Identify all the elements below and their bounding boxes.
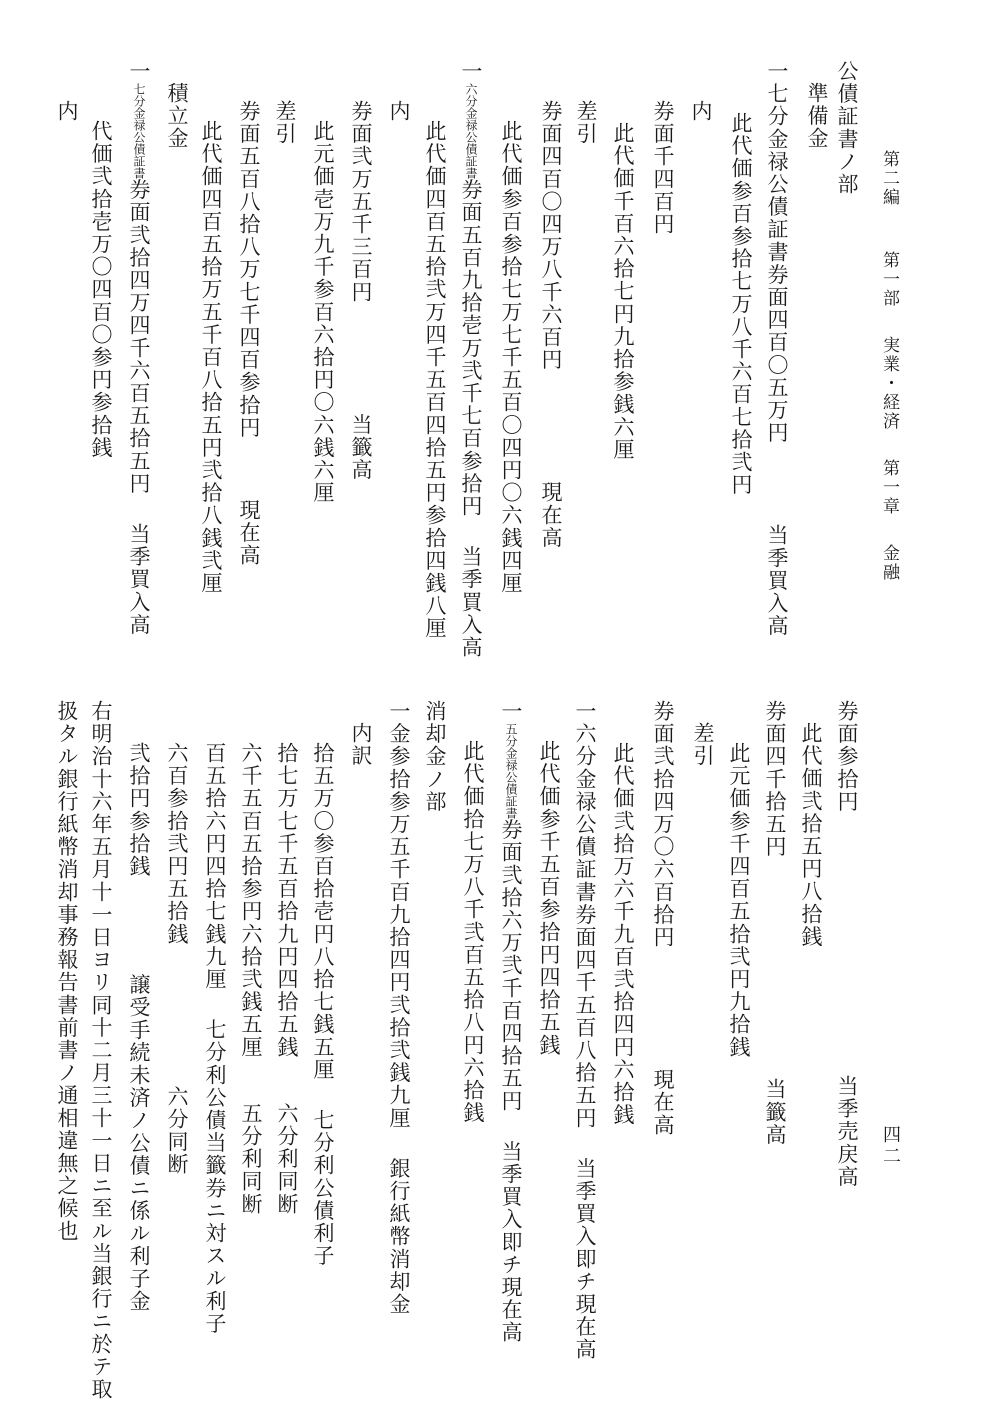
text-line: 此代価四百五拾弐万四千五百四拾五円参拾四銭八厘	[423, 120, 447, 640]
text-line: 此代価参百参拾七万七千五百〇四円〇六銭四厘	[499, 120, 523, 595]
text-line: 此代価四百五拾万五千百八拾五円弐拾八銭弐厘	[199, 120, 223, 595]
section-title: 消却金ノ部	[423, 700, 447, 813]
header-chapter: 第一章	[879, 459, 899, 516]
stacked-label: 六分金禄公債証書	[464, 82, 478, 179]
text-line: 六百参拾弐円五拾銭六分同断	[165, 742, 189, 1176]
text-line: 扱タル銀行紙幣消却事務報告書前書ノ通相違無之候也	[55, 700, 79, 1243]
text-line: 差引	[691, 722, 715, 768]
text-line: 此代価弐拾万六千九百弐拾四円六拾銭	[611, 742, 635, 1127]
text-line: 内	[387, 100, 411, 123]
header-part: 第二編	[879, 150, 899, 207]
text-line: 内訳	[349, 722, 373, 768]
running-header	[880, 150, 897, 582]
text-line: 券面弐拾四万〇六百拾円現在高	[651, 700, 675, 1137]
text-line: 券面参拾円当季売戻高	[835, 700, 859, 1188]
text-line: 一七分金禄公債証書券面四百〇五万円当季買入高	[765, 60, 789, 638]
text-line: 差引	[574, 100, 598, 146]
text-line: 此元価参千四百五拾弐円九拾銭	[727, 742, 751, 1059]
header-section: 第一部	[879, 251, 899, 308]
text-line: 券面四百〇四万八千六百円現在高	[539, 100, 563, 550]
text-line: 此代価拾七万八千弐百五拾八円六拾銭	[461, 740, 485, 1125]
header-category: 実業・経済	[879, 336, 899, 431]
text-line: 拾七万七千五百拾九円四拾五銭六分利同断	[275, 742, 299, 1216]
text-line: 一金参拾参万五千百九拾四円弐拾弐銭九厘銀行紙幣消却金	[387, 700, 411, 1316]
header-subject: 金融	[879, 544, 899, 582]
text-line: 一六分金禄公債証書券面五百九拾壱万弐千七百参拾円当季買入高	[459, 60, 483, 659]
text-line: 百五拾六円四拾七銭九厘七分利公債当籤券ニ対スル利子	[203, 742, 227, 1336]
section-title: 公債証書ノ部	[835, 60, 859, 196]
stacked-label: 七分金禄公債証書	[132, 82, 146, 179]
page-number: 四二	[880, 1125, 901, 1167]
text-line: 券面四千拾五円当籤高	[763, 700, 787, 1147]
text-line: 拾五万〇参百拾壱円八拾七銭五厘七分利公債利子	[311, 742, 335, 1268]
text-line: 券面千四百円	[651, 100, 675, 236]
stacked-label: 五分金禄公債証書	[504, 722, 518, 819]
text-line: 此代価千百六拾七円九拾参銭六厘	[611, 122, 635, 461]
text-line: 準備金	[805, 82, 829, 150]
text-line: 此代価参千五百参拾円四拾五銭	[537, 740, 561, 1057]
text-line: 内	[689, 100, 713, 123]
text-line: 積立金	[165, 82, 189, 150]
text-line: 六千五百五拾参円六拾弐銭五厘五分利同断	[239, 742, 263, 1216]
text-line: 此代価参百参拾七万八千六百七拾弐円	[729, 112, 753, 497]
text-line: 代価弐拾壱万〇四百〇参円参拾銭	[89, 120, 113, 459]
text-line: 右明治十六年五月十一日ヨリ同十二月三十一日ニ至ル当銀行ニ於テ取	[89, 700, 113, 1401]
text-line: 差引	[273, 100, 297, 146]
text-line: 一六分金禄公債証書券面四千五百八拾五円当季買入即チ現在高	[573, 700, 597, 1361]
text-line: 券面弐万五千三百円当籤高	[349, 100, 373, 482]
text-line: 此代価弐拾五円八拾銭	[799, 722, 823, 948]
text-line: 一五分金禄公債証書券面弐拾六万弐千百四拾五円当季買入即チ現在高	[499, 700, 523, 1344]
text-line: 弐拾円参拾銭譲受手続未済ノ公債ニ係ル利子金	[127, 742, 151, 1313]
text-line: 券面五百八拾八万七千四百参拾円現在高	[237, 100, 261, 567]
text-line: 此元価壱万九千参百六拾円〇六銭六厘	[311, 120, 335, 505]
text-line: 内	[55, 100, 79, 123]
text-line: 一七分金禄公債証書券面弐拾四万四千六百五拾五円当季買入高	[127, 60, 151, 637]
